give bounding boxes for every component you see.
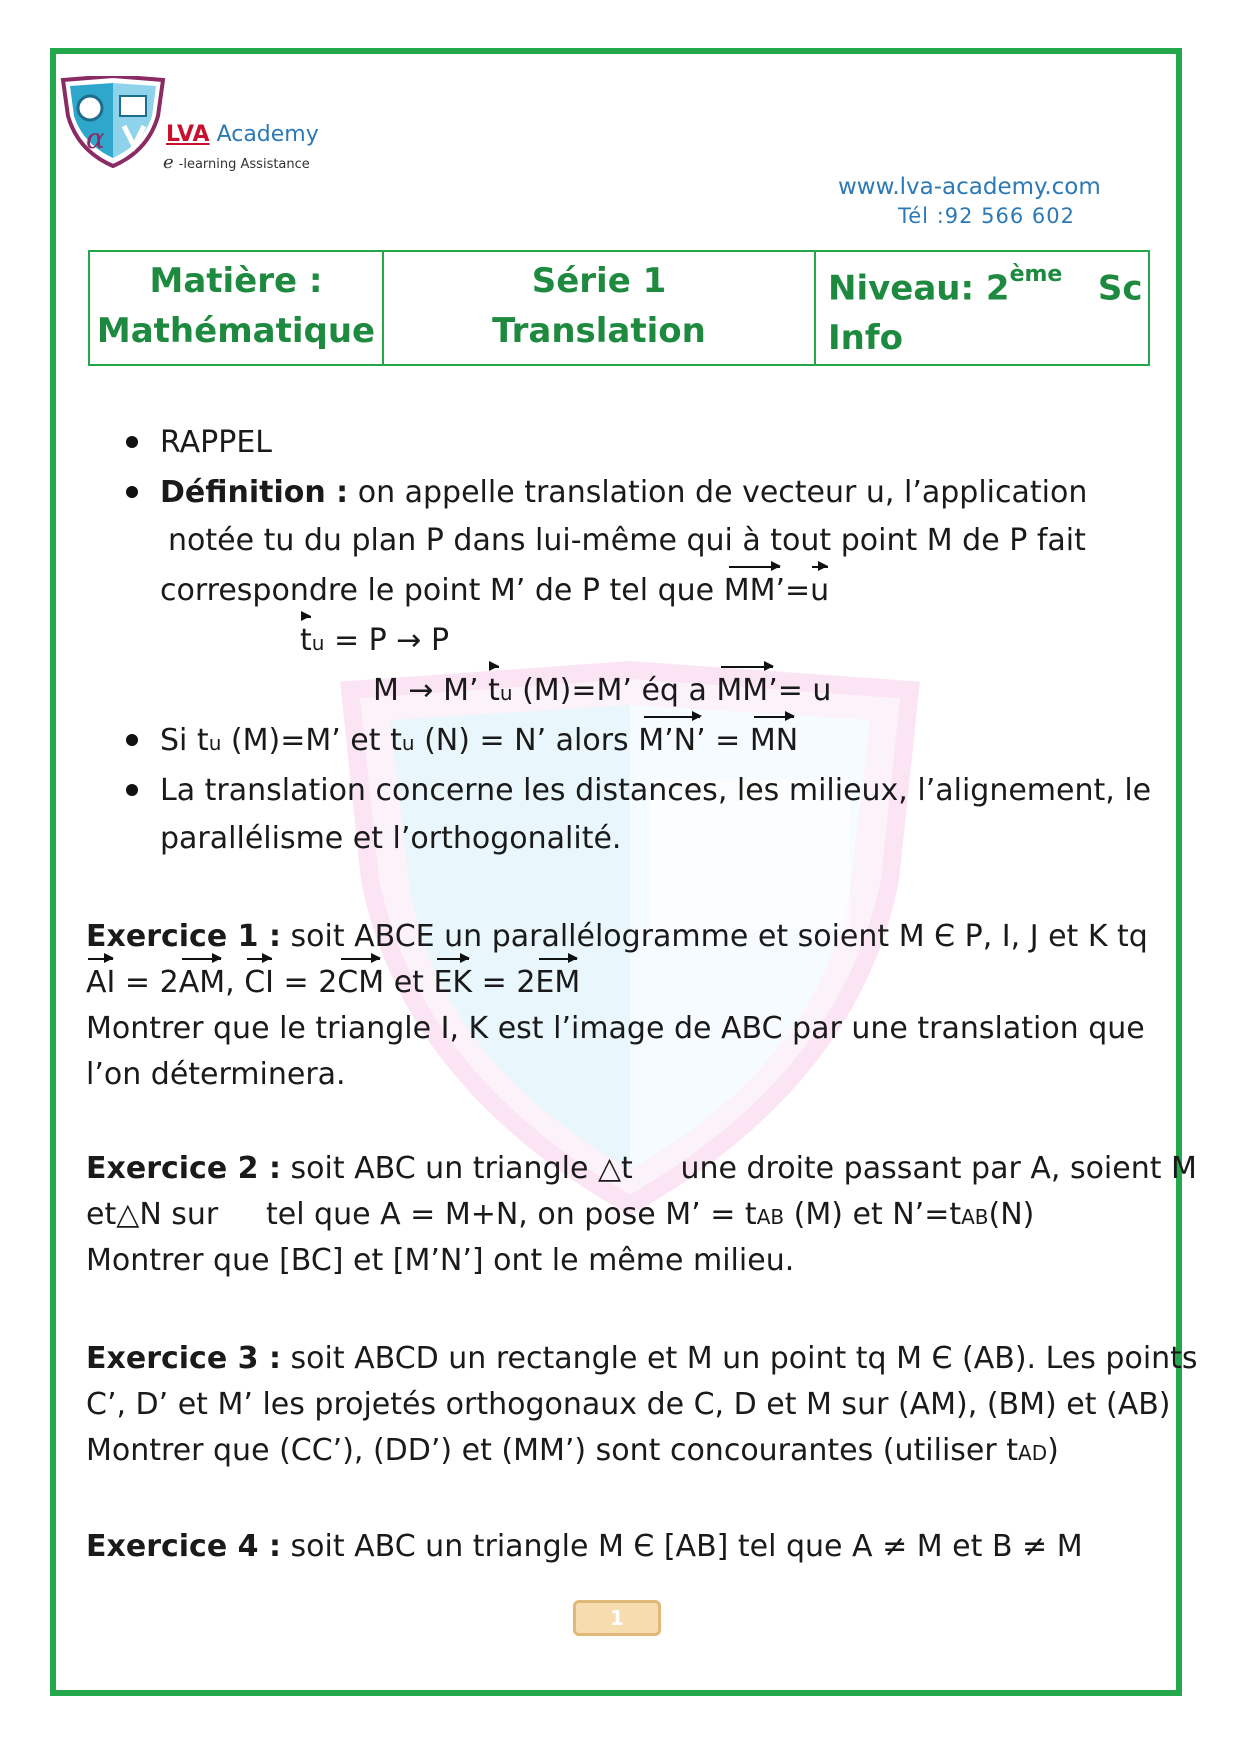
property-line: Si tu (M)=M’ et tu (N) = N’ alors M’N’ = MN	[160, 723, 799, 758]
exercise-2-line-1: Exercice 2 : soit ABC un triangle △t une droite passant par A, soient M	[86, 1151, 1197, 1186]
exercise-3-line-3: Montrer que (CC’), (DD’) et (MM’) sont concourantes (utiliser tAD)	[86, 1433, 1059, 1468]
level-cell: Niveau: 2ème Sc Info	[815, 251, 1149, 365]
bullet-icon	[126, 784, 138, 796]
exercise-4-line-1: Exercice 4 : soit ABC un triangle M Є [AB] tel que A ≠ M et B ≠ M	[86, 1529, 1083, 1564]
page-number: 1	[573, 1600, 661, 1636]
rappel-title: RAPPEL	[160, 425, 273, 460]
subject-cell: Matière : Mathématique	[89, 251, 383, 365]
exercise-1-line-4: l’on déterminera.	[86, 1057, 346, 1092]
definition-line-1: Définition : on appelle translation de vecteur u, l’application	[160, 475, 1088, 510]
lva-academy-logo-icon	[58, 76, 168, 168]
website-link[interactable]: www.lva-academy.com	[838, 174, 1101, 200]
exercise-2-line-3: Montrer que [BC] et [M’N’] ont le même milieu.	[86, 1243, 795, 1278]
brand-tagline: e -learning Assistance	[163, 152, 310, 173]
mapping-line-1: tu = P → P	[300, 623, 450, 658]
phone-number: Tél :92 566 602	[898, 204, 1076, 228]
exercise-3-line-2: C’, D’ et M’ les projetés orthogonaux de C, D et M sur (AM), (BM) et (AB)	[86, 1387, 1171, 1422]
svg-text:α: α	[86, 122, 105, 155]
exercise-1-line-3: Montrer que le triangle I, K est l’image de ABC par une translation que	[86, 1011, 1145, 1046]
conservation-line-2: parallélisme et l’orthogonalité.	[160, 821, 622, 856]
exercise-1-line-1: Exercice 1 : soit ABCE un parallélogramme et soient M Є P, I, J et K tq	[86, 919, 1148, 954]
brand-name: LVA Academy	[166, 122, 319, 147]
bullet-icon	[126, 436, 138, 448]
series-cell: Série 1 Translation	[383, 251, 815, 365]
conservation-line-1: La translation concerne les distances, les milieux, l’alignement, le	[160, 773, 1152, 808]
exercise-1-line-2: AI = 2AM, CI = 2CM et EK = 2EM	[86, 965, 581, 1000]
triangle-icon: △	[597, 1151, 622, 1186]
exercise-2-line-2: et△N sur tel que A = M+N, on pose M’ = tAB (M) et N’=tAB(N)	[86, 1197, 1035, 1232]
definition-line-3: correspondre le point M’ de P tel que MM’=u	[160, 573, 830, 608]
info-table	[88, 250, 1150, 366]
triangle-icon: △	[116, 1197, 140, 1232]
exercise-3-line-1: Exercice 3 : soit ABCD un rectangle et M un point tq M Є (AB). Les points	[86, 1341, 1198, 1376]
definition-line-2: notée tu du plan P dans lui-même qui à tout point M de P fait	[168, 523, 1086, 558]
mapping-line-2: M → M’ tu (M)=M’ éq a MM’= u	[373, 673, 832, 708]
bullet-icon	[126, 486, 138, 498]
bullet-icon	[126, 734, 138, 746]
